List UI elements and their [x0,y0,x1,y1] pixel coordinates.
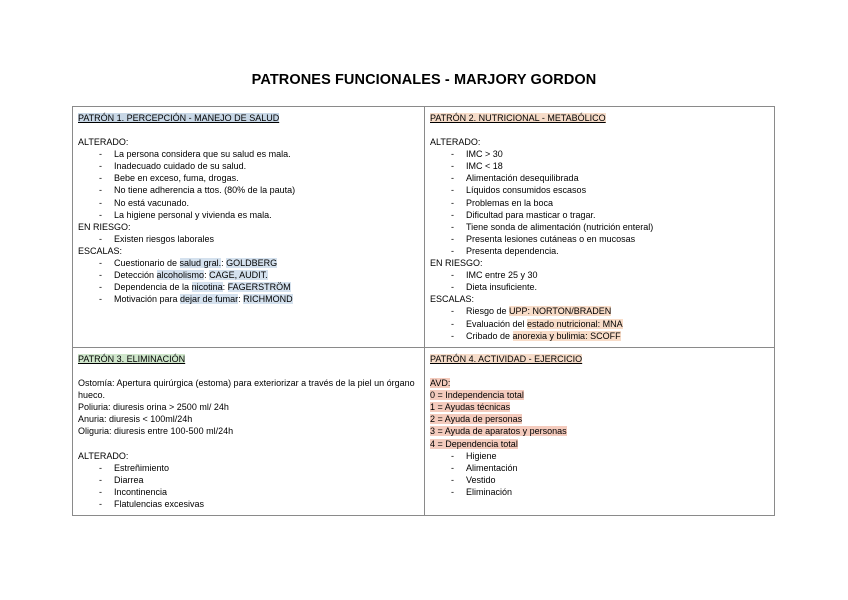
list-item: - Flatulencias excesivas [78,498,419,510]
list-item [430,318,769,330]
p4-items-list [430,450,769,498]
list-item: - IMC < 18 [430,160,769,172]
scale-highlight: alcoholismo [156,270,205,281]
list-item: - Presenta lesiones cutáneas o en mucosas [430,233,769,245]
avd-level [430,425,769,437]
avd-level [430,413,769,425]
avd-level-text: 1 = Ayudas técnicas [430,402,511,413]
p2-riesgo-label: EN RIESGO: [430,258,483,269]
scale-text: Dependencia de la [114,282,192,293]
list-item: - IMC entre 25 y 30 [430,269,769,281]
scale-text: : [221,258,227,269]
pattern-4-cell [425,348,774,515]
list-item: - Higiene [430,450,769,462]
document-title: PATRONES FUNCIONALES - MARJORY GORDON [251,72,597,88]
pattern-2-cell [425,107,774,348]
p2-escalas-list [430,305,769,341]
scale-name: FAGERSTRÖM [227,282,291,293]
scale-highlight: dejar de fumar [180,294,239,305]
scale-name: GOLDBERG [226,258,278,269]
scale-text: Cuestionario de [114,258,180,269]
list-item [78,257,419,269]
pattern-2-heading [430,112,769,124]
scale-text: Detección [114,270,157,281]
p1-riesgo-label: EN RIESGO: [78,221,131,232]
pattern-3-cell [73,348,425,515]
list-item: - Vestido [430,474,769,486]
definition-line: Anuria: diuresis < 100ml/24h [78,414,193,425]
avd-label: AVD: [430,378,451,389]
list-item: - Tiene sonda de alimentación (nutrición enteral) [430,221,769,233]
list-item: - Alimentación [430,462,769,474]
avd-level-text: 2 = Ayuda de personas [430,414,523,425]
p1-riesgo-list [78,233,419,245]
p1-alterado-list [78,148,419,221]
scale-text: Cribado de [466,330,513,341]
list-item: - Dificultad para masticar o tragar. [430,209,769,221]
list-item: - Eliminación [430,486,769,498]
list-item: - Estreñimiento [78,462,419,474]
avd-level-text: 0 = Independencia total [430,390,524,401]
list-item: - Inadecuado cuidado de su salud. [78,160,419,172]
list-item: - Líquidos consumidos escasos [430,184,769,196]
pattern-1-cell [73,107,425,348]
list-item: - Existen riesgos laborales [78,233,419,245]
p1-alterado-label: ALTERADO: [78,137,129,148]
list-item: - Bebe en exceso, fuma, drogas. [78,172,419,184]
scale-text: : [222,282,228,293]
list-item [430,305,769,317]
avd-level [430,389,769,401]
p2-alterado-list [430,148,769,257]
list-item: - Dieta insuficiente. [430,281,769,293]
scale-text: Motivación para [114,294,181,305]
pattern-1-heading-text: PATRÓN 1. PERCEPCIÓN - MANEJO DE SALUD [78,113,280,123]
pattern-1-heading [78,112,419,124]
scale-highlight: anorexia y bulimia: SCOFF [512,330,621,341]
list-item: - La persona considera que su salud es mala. [78,148,419,160]
scale-highlight: UPP: NORTON/BRADEN [509,306,612,317]
pattern-2-heading-text: PATRÓN 2. NUTRICIONAL - METABÓLICO [430,113,606,123]
scale-text: : [204,270,210,281]
avd-label-row [430,377,769,389]
p2-riesgo-list [430,269,769,293]
list-item [78,293,419,305]
scale-name: RICHMOND [243,294,293,305]
list-item [78,281,419,293]
scale-text: Evaluación del [466,318,528,329]
scale-highlight: nicotina [191,282,223,293]
list-item: - Diarrea [78,474,419,486]
scale-name: CAGE, AUDIT. [209,270,268,281]
definition-line: Poliuria: diuresis orina > 2500 ml/ 24h [78,402,229,413]
list-item: - Presenta dependencia. [430,245,769,257]
pattern-4-heading [430,353,769,365]
scale-text: Riesgo de [466,306,510,317]
list-item [78,269,419,281]
list-item: - Problemas en la boca [430,197,769,209]
p3-alterado-label: ALTERADO: [78,450,129,461]
avd-level-text: 3 = Ayuda de aparatos y personas [430,426,567,437]
pattern-3-heading [78,353,419,365]
avd-level [430,438,769,450]
list-item [430,330,769,342]
p2-alterado-label: ALTERADO: [430,137,481,148]
definition-line: Oliguria: diuresis entre 100-500 ml/24h [78,426,234,437]
list-item: - No tiene adherencia a ttos. (80% de la pauta) [78,184,419,196]
scale-text: : [238,294,244,305]
avd-level [430,401,769,413]
p1-escalas-list [78,257,419,305]
pattern-3-heading-text: PATRÓN 3. ELIMINACIÓN [78,354,186,364]
list-item: - IMC > 30 [430,148,769,160]
list-item: - La higiene personal y vivienda es mala. [78,209,419,221]
pattern-4-heading-text: PATRÓN 4. ACTIVIDAD - EJERCICIO [430,354,583,364]
patterns-table [72,106,775,516]
p2-escalas-label: ESCALAS: [430,294,475,305]
p1-escalas-label: ESCALAS: [78,245,123,256]
p3-alterado-list [78,462,419,510]
scale-highlight: estado nutricional: MNA [527,318,623,329]
list-item: - Alimentación desequilibrada [430,172,769,184]
scale-highlight: salud gral. [179,258,222,269]
list-item: - No está vacunado. [78,197,419,209]
avd-level-text: 4 = Dependencia total [430,438,518,449]
definition-line: Ostomía: Apertura quirúrgica (estoma) para exteriorizar a través de la piel un órgano hueco. [78,378,415,401]
list-item: - Incontinencia [78,486,419,498]
